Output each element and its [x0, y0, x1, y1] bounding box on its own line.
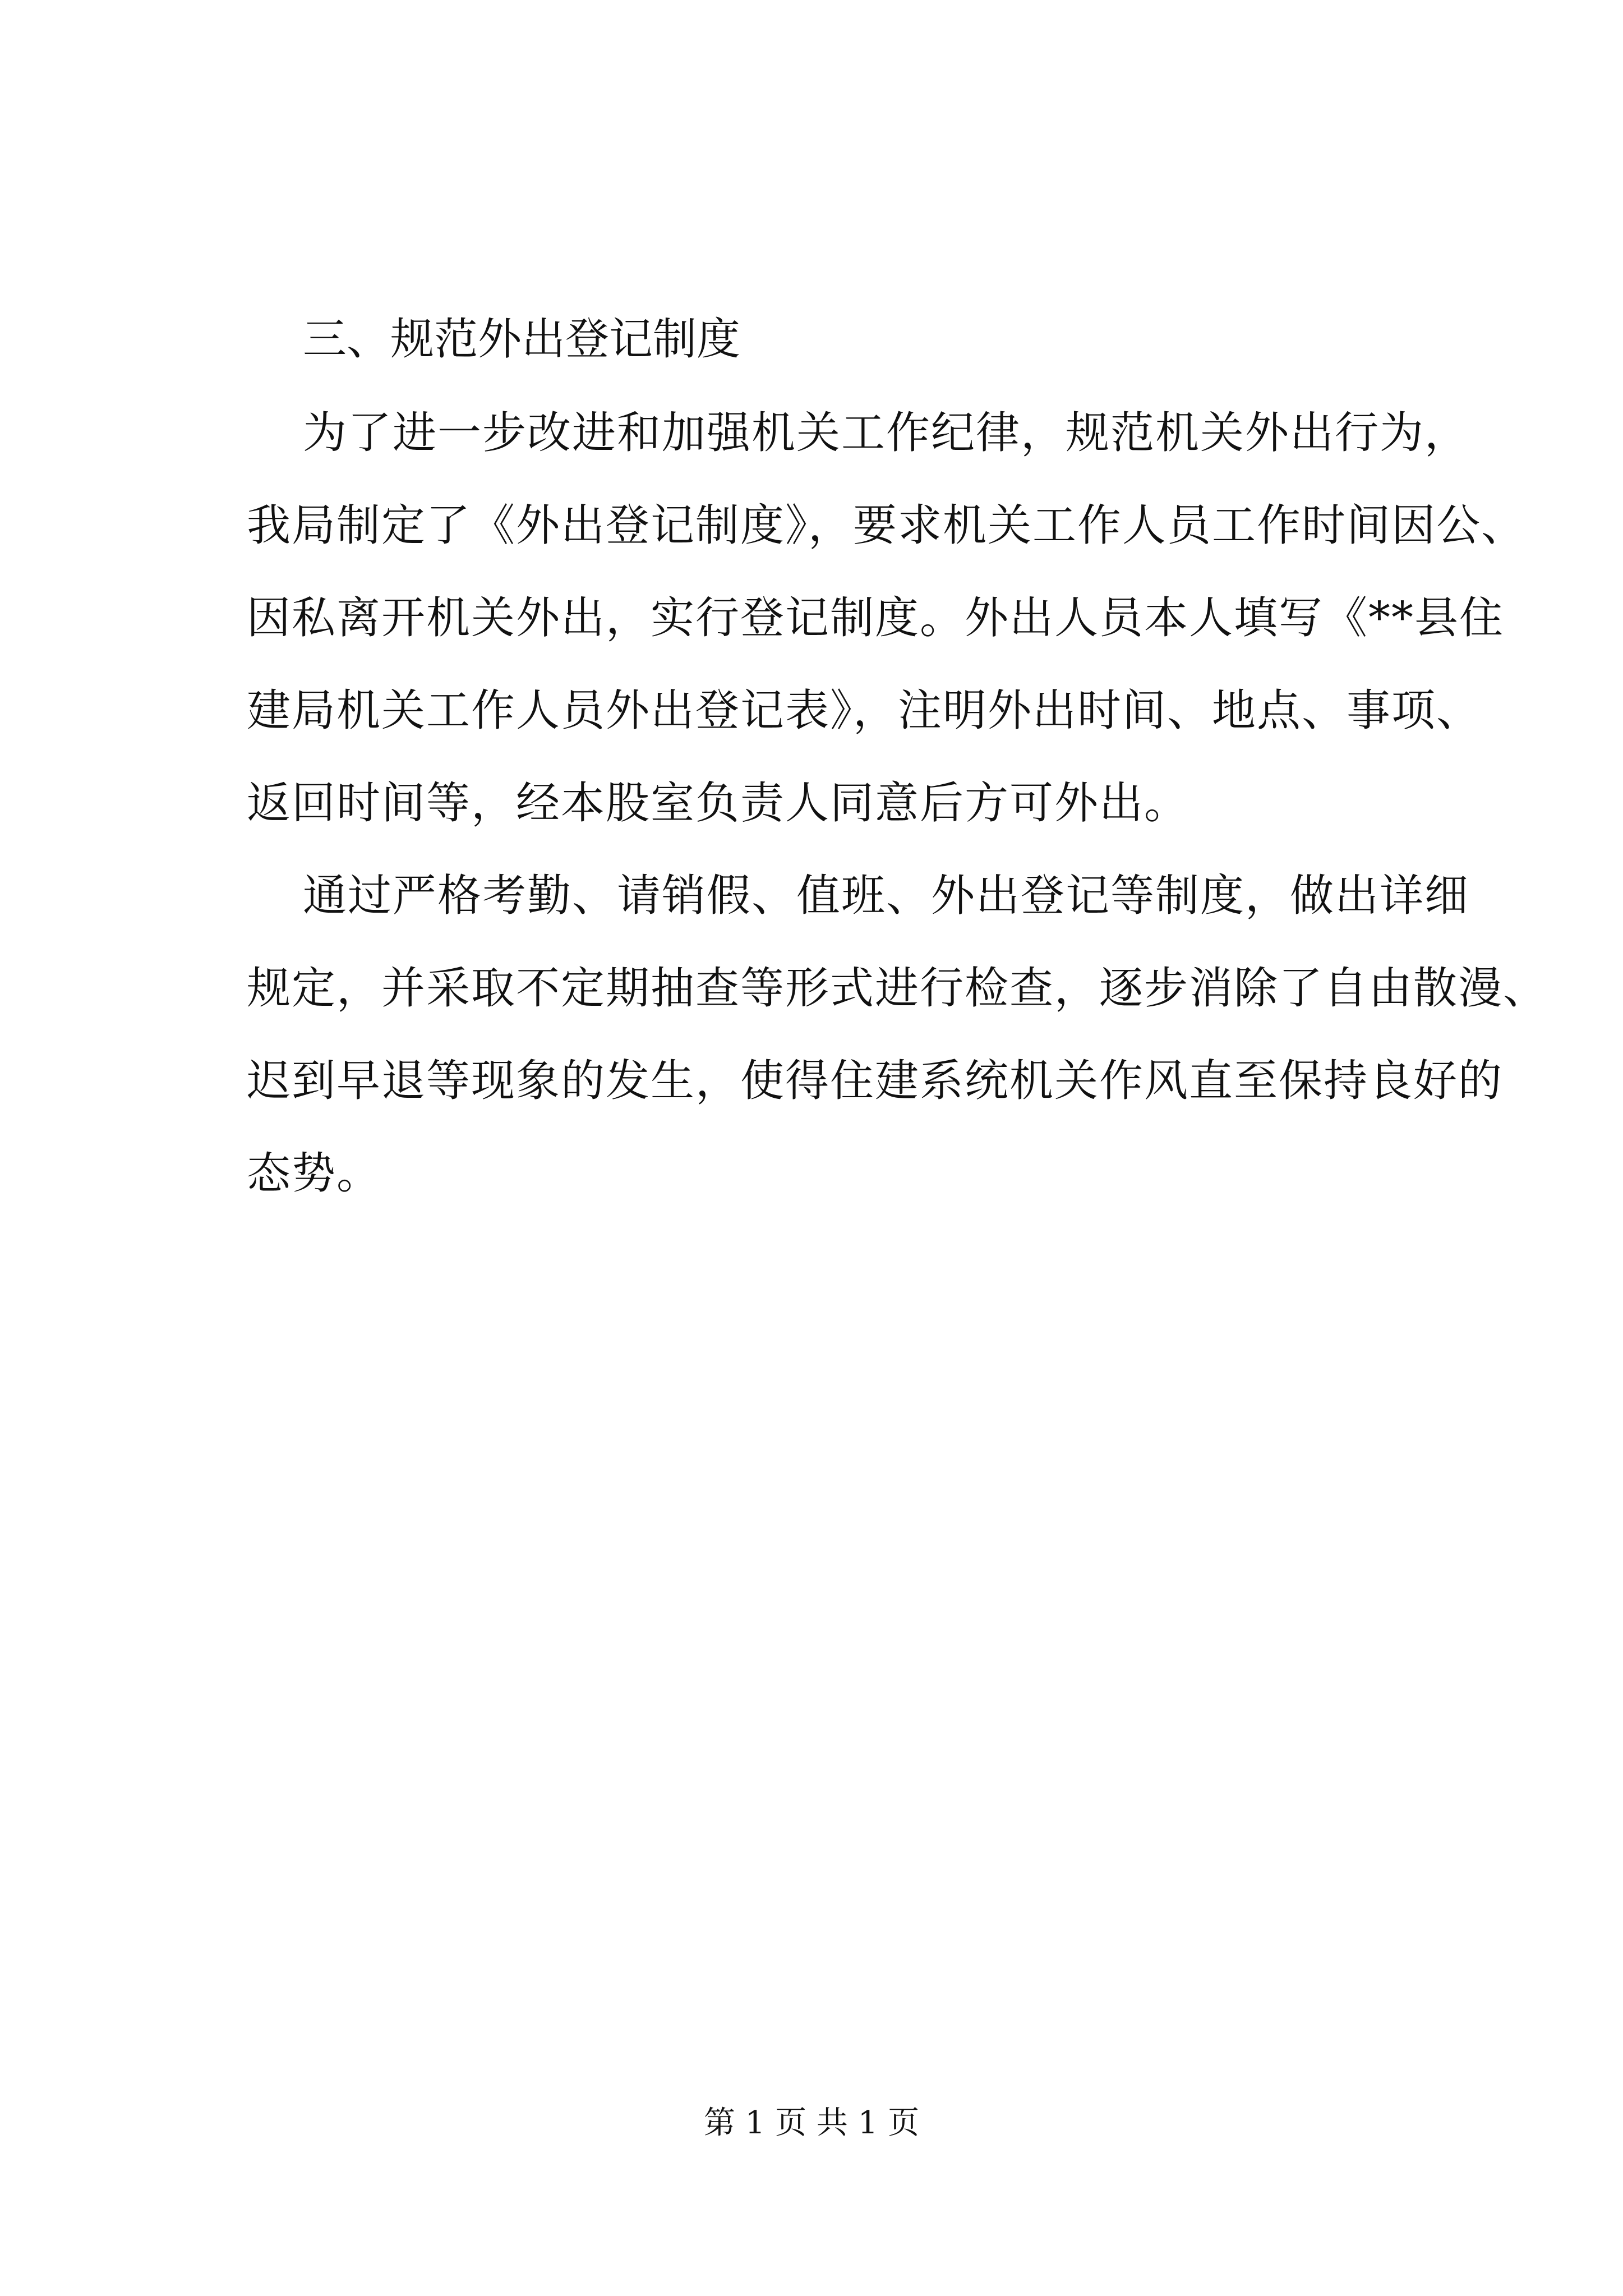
- paragraph-line: 返回时间等，经本股室负责人同意后方可外出。: [247, 778, 1189, 829]
- paragraph-line: 我局制定了《外出登记制度》，要求机关工作人员工作时间因公、: [247, 500, 1527, 551]
- paragraph-line: 态势。: [247, 1148, 382, 1199]
- paragraph-registration-policy: [247, 387, 1527, 850]
- paragraph-line: 建局机关工作人员外出登记表》，注明外出时间、地点、事项、: [247, 685, 1482, 736]
- paragraph-line: 为了进一步改进和加强机关工作纪律，规范机关外出行为，: [303, 408, 1470, 458]
- section-heading: 三、规范外出登记制度: [303, 314, 741, 365]
- paragraph-line: 通过严格考勤、请销假、值班、外出登记等制度，做出详细: [303, 871, 1470, 921]
- paragraph-summary: [247, 850, 1548, 1220]
- paragraph-line: 迟到早退等现象的发生，使得住建系统机关作风直至保持良好的: [247, 1056, 1504, 1106]
- page-number-footer: 第 1 页 共 1 页: [703, 2105, 920, 2141]
- document-body: [247, 292, 1548, 1220]
- paragraph-line: 规定，并采取不定期抽查等形式进行检查，逐步消除了自由散漫、: [247, 963, 1548, 1014]
- paragraph-line: 因私离开机关外出，实行登记制度。外出人员本人填写《**县住: [247, 593, 1505, 643]
